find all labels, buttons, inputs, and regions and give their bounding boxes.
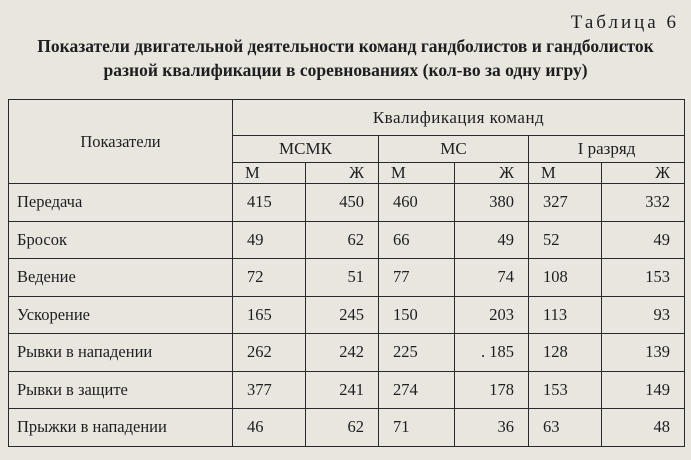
caption-line-2: разной квалификации в соревнованиях (кол-во за одну игру): [103, 60, 588, 80]
row-label: Прыжки в нападении: [9, 409, 233, 447]
table-row: [9, 184, 685, 222]
table-cell: 49: [233, 221, 306, 259]
table-cell: 49: [455, 221, 529, 259]
table-cell: 93: [602, 296, 685, 334]
table-row: [9, 334, 685, 372]
row-label: Рывки в нападении: [9, 334, 233, 372]
table-cell: 327: [529, 184, 602, 222]
row-label: Ускорение: [9, 296, 233, 334]
table-cell: 63: [529, 409, 602, 447]
table-cell: 225: [379, 334, 455, 372]
table-row: [9, 371, 685, 409]
group-header-first-rank: I разряд: [529, 136, 685, 163]
table-cell: 113: [529, 296, 602, 334]
table-caption: [0, 34, 691, 82]
table-cell: 242: [306, 334, 379, 372]
table-cell: 150: [379, 296, 455, 334]
sex-header: М: [379, 163, 455, 184]
sex-header: Ж: [602, 163, 685, 184]
row-label: Передача: [9, 184, 233, 222]
table-cell: 203: [455, 296, 529, 334]
table-cell: 74: [455, 259, 529, 297]
table-cell: 245: [306, 296, 379, 334]
table-cell: 332: [602, 184, 685, 222]
table-cell: 72: [233, 259, 306, 297]
table-cell: 153: [602, 259, 685, 297]
sex-header: М: [529, 163, 602, 184]
table-cell: 71: [379, 409, 455, 447]
sex-header: М: [233, 163, 306, 184]
table-cell: 108: [529, 259, 602, 297]
sex-header: Ж: [455, 163, 529, 184]
table-cell: 128: [529, 334, 602, 372]
qualification-header: Квалификация команд: [233, 100, 685, 136]
table-cell: 62: [306, 409, 379, 447]
table-cell: 51: [306, 259, 379, 297]
group-header-ms: МС: [379, 136, 529, 163]
data-table: [8, 99, 685, 447]
table-cell: 178: [455, 371, 529, 409]
table-cell: 377: [233, 371, 306, 409]
table-row: [9, 221, 685, 259]
table-cell: 77: [379, 259, 455, 297]
indicators-header: Показатели: [9, 100, 233, 184]
table-cell: 450: [306, 184, 379, 222]
table-row: [9, 409, 685, 447]
table-cell: 262: [233, 334, 306, 372]
sex-header: Ж: [306, 163, 379, 184]
table-cell: 274: [379, 371, 455, 409]
table-cell: 149: [602, 371, 685, 409]
row-label: Бросок: [9, 221, 233, 259]
table-cell: 380: [455, 184, 529, 222]
table-cell: 241: [306, 371, 379, 409]
row-label: Ведение: [9, 259, 233, 297]
table-row: [9, 296, 685, 334]
table-cell: 139: [602, 334, 685, 372]
table-cell: . 185: [455, 334, 529, 372]
group-header-msmk: МСМК: [233, 136, 379, 163]
table-cell: 460: [379, 184, 455, 222]
row-label: Рывки в защите: [9, 371, 233, 409]
table-cell: 46: [233, 409, 306, 447]
table-cell: 66: [379, 221, 455, 259]
table-cell: 415: [233, 184, 306, 222]
table-cell: 49: [602, 221, 685, 259]
table-number: Таблица 6: [570, 12, 679, 33]
table-cell: 153: [529, 371, 602, 409]
caption-line-1: Показатели двигательной деятельности команд гандболистов и гандболисток: [37, 36, 654, 56]
table-cell: 48: [602, 409, 685, 447]
table-cell: 165: [233, 296, 306, 334]
table-cell: 36: [455, 409, 529, 447]
table-row: [9, 259, 685, 297]
table-cell: 62: [306, 221, 379, 259]
table-cell: 52: [529, 221, 602, 259]
